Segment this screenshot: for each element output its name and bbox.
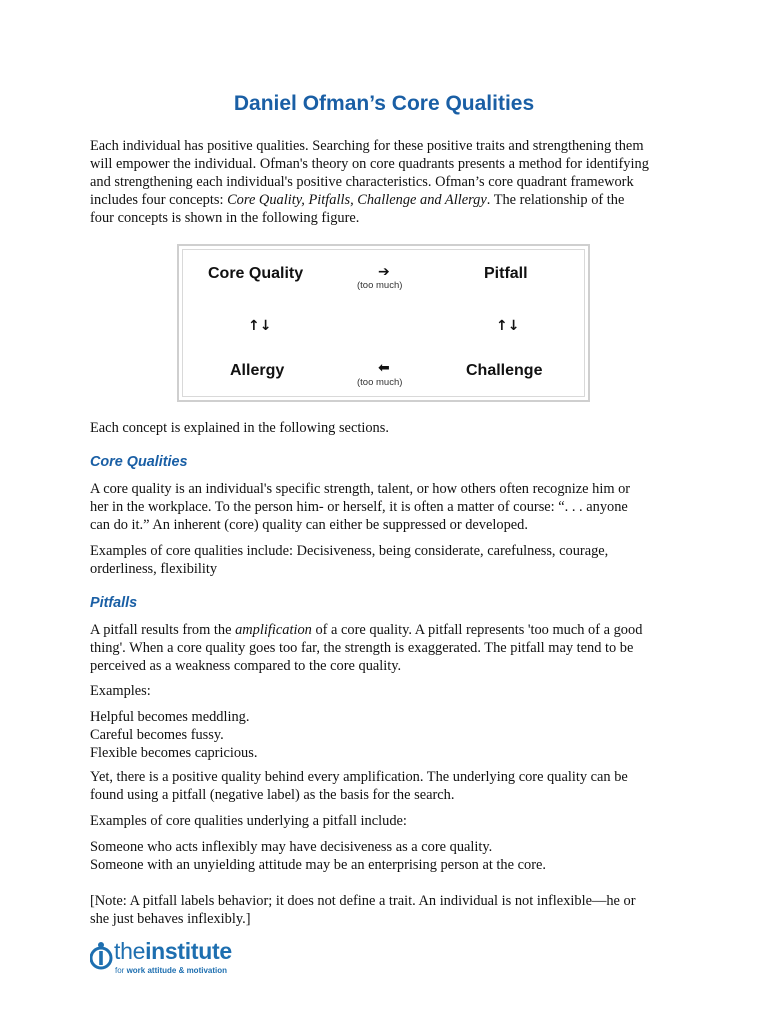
list-item: Careful becomes fussy. <box>90 727 224 743</box>
paragraph-line: can do it.” An inherent (core) quality can either be suppressed or developed. <box>90 517 528 533</box>
list-item: Someone with an unyielding attitude may be an enterprising person at the core. <box>90 857 546 873</box>
examples-label <box>90 682 690 700</box>
list-item: Flexible becomes capricious. <box>90 745 258 761</box>
core-qualities-examples <box>90 542 690 578</box>
intro-line: four concepts is shown in the following figure. <box>90 210 360 226</box>
paragraph-line: A core quality is an individual's specific strength, talent, or how others often recognize him or <box>90 481 631 497</box>
logo-institute: institute <box>145 938 232 964</box>
intro-emphasis: Core Quality, Pitfalls, Challenge and Allergy <box>227 192 487 208</box>
paragraph-text: of a core quality. A pitfall represents 'too much of a good <box>311 622 643 638</box>
intro-line <box>90 191 690 209</box>
intro-line: Each individual has positive qualities. Searching for these positive traits and strengthening them <box>90 138 644 154</box>
intro-paragraph <box>90 137 690 227</box>
arrow-right-icon: ➔ <box>378 264 390 280</box>
paragraph-line: her in the workplace. To the person him- or herself, it is often a matter of course: “. . . anyone <box>90 499 628 515</box>
intro-line: and strengthening each individual's positive characteristics. Ofman’s core quadrant framework <box>90 174 634 190</box>
page-title: Daniel Ofman’s Core Qualities <box>233 92 535 115</box>
logo-tagline <box>115 966 227 975</box>
up-down-arrows-icon: ↑↓ <box>248 318 272 334</box>
core-qualities-paragraph <box>90 480 690 534</box>
pitfalls-paragraph <box>90 621 690 675</box>
paragraph-text: A pitfall results from the <box>90 622 236 638</box>
label-challenge: Challenge <box>466 362 543 379</box>
paragraph-line: Yet, there is a positive quality behind every amplification. The underlying core quality can be <box>90 769 628 785</box>
label-core-quality: Core Quality <box>208 265 304 282</box>
label-allergy: Allergy <box>230 362 285 379</box>
paragraph-emphasis: amplification <box>235 622 312 638</box>
note-paragraph <box>90 892 690 928</box>
logo-the: the <box>114 938 146 964</box>
paragraph-line: [Note: A pitfall labels behavior; it does not define a trait. An individual is not inflexible—he or <box>90 893 636 909</box>
paragraph-line: thing'. When a core quality goes too far, the strength is exaggerated. The pitfall may tend to be <box>90 640 634 656</box>
too-much-label: (too much) <box>357 377 403 388</box>
intro-line: will empower the individual. Ofman's theory on core quadrants presents a method for identifying <box>90 156 649 172</box>
paragraph-line: found using a pitfall (negative label) as the basis for the search. <box>90 787 455 803</box>
paragraph-line: Examples: <box>90 683 151 699</box>
pitfall-examples-list <box>90 708 690 762</box>
logo-tag-bold: work attitude & motivation <box>126 966 228 975</box>
underlying-quality-paragraph <box>90 768 690 804</box>
list-item: Helpful becomes meddling. <box>90 709 250 725</box>
core-quadrant-diagram <box>177 244 590 402</box>
up-down-arrows-icon: ↑↓ <box>496 318 520 334</box>
paragraph-line: orderliness, flexibility <box>90 561 218 577</box>
intro-text: . The relationship of the <box>486 192 625 208</box>
arrow-left-icon: ⬅ <box>378 360 390 376</box>
paragraph-line: she just behaves inflexibly.] <box>90 911 251 927</box>
underlying-examples-intro <box>90 812 690 830</box>
logo-tag-pre: for <box>115 966 127 975</box>
paragraph-line: Examples of core qualities include: Decisiveness, being considerate, carefulness, courage, <box>90 543 609 559</box>
heading-core-qualities: Core Qualities <box>90 454 188 470</box>
explained-paragraph <box>90 419 690 437</box>
label-pitfall: Pitfall <box>484 265 528 282</box>
institute-logo <box>90 938 250 982</box>
paragraph-line: perceived as a weakness compared to the core quality. <box>90 658 402 674</box>
underlying-examples-list <box>90 838 690 874</box>
logo-wordmark <box>114 938 232 965</box>
institute-logo-icon <box>90 938 114 978</box>
paragraph-line <box>90 621 690 639</box>
paragraph-line: Examples of core qualities underlying a pitfall include: <box>90 813 407 829</box>
list-item: Someone who acts inflexibly may have decisiveness as a core quality. <box>90 839 493 855</box>
heading-pitfalls: Pitfalls <box>90 595 138 611</box>
too-much-label: (too much) <box>357 280 403 291</box>
explained-line: Each concept is explained in the following sections. <box>90 420 389 436</box>
intro-text: includes four concepts: <box>90 192 228 208</box>
